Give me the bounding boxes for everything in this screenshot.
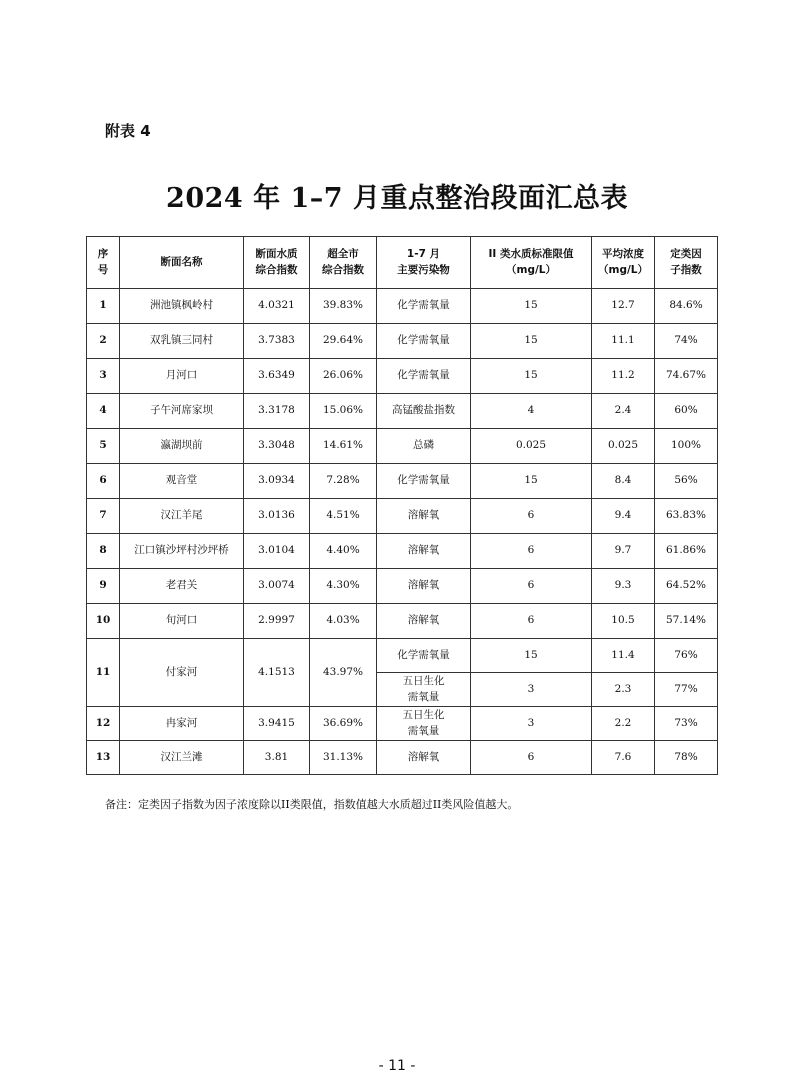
cell-seq: 7 xyxy=(87,499,120,534)
cell-factor: 77% xyxy=(655,673,718,707)
cell-seq: 3 xyxy=(87,359,120,394)
cell-avg: 11.1 xyxy=(592,324,655,359)
cell-seq: 13 xyxy=(87,741,120,775)
table-row xyxy=(87,499,718,534)
table-row xyxy=(87,534,718,569)
cell-name: 老君关 xyxy=(120,569,244,604)
cell-exceed: 31.13% xyxy=(310,741,377,775)
cell-name: 双乳镇三同村 xyxy=(120,324,244,359)
cell-factor: 60% xyxy=(655,394,718,429)
cell-limit: 15 xyxy=(471,359,592,394)
cell-index: 3.0104 xyxy=(244,534,310,569)
cell-pollutant: 溶解氧 xyxy=(377,741,471,775)
cell-limit: 3 xyxy=(471,673,592,707)
cell-avg: 8.4 xyxy=(592,464,655,499)
cell-exceed: 43.97% xyxy=(310,639,377,707)
cell-seq: 6 xyxy=(87,464,120,499)
table-row xyxy=(87,464,718,499)
header-factor-index: 定类因 子指数 xyxy=(655,237,718,289)
cell-factor: 84.6% xyxy=(655,289,718,324)
table-row xyxy=(87,429,718,464)
cell-limit: 15 xyxy=(471,639,592,673)
cell-exceed: 15.06% xyxy=(310,394,377,429)
cell-pollutant: 溶解氧 xyxy=(377,499,471,534)
cell-exceed: 7.28% xyxy=(310,464,377,499)
cell-seq: 10 xyxy=(87,604,120,639)
cell-avg: 9.3 xyxy=(592,569,655,604)
cell-index: 3.0934 xyxy=(244,464,310,499)
cell-pollutant: 溶解氧 xyxy=(377,569,471,604)
cell-limit: 6 xyxy=(471,741,592,775)
cell-pollutant: 溶解氧 xyxy=(377,604,471,639)
cell-seq: 9 xyxy=(87,569,120,604)
cell-exceed: 4.30% xyxy=(310,569,377,604)
cell-exceed: 29.64% xyxy=(310,324,377,359)
cell-name: 月河口 xyxy=(120,359,244,394)
cell-pollutant: 高锰酸盐指数 xyxy=(377,394,471,429)
cell-factor: 56% xyxy=(655,464,718,499)
table-row xyxy=(87,324,718,359)
cell-index: 3.3178 xyxy=(244,394,310,429)
cell-name: 汉江兰滩 xyxy=(120,741,244,775)
cell-name: 冉家河 xyxy=(120,707,244,741)
cell-avg: 2.2 xyxy=(592,707,655,741)
cell-index: 2.9997 xyxy=(244,604,310,639)
table-row xyxy=(87,604,718,639)
table-row xyxy=(87,359,718,394)
cell-limit: 15 xyxy=(471,289,592,324)
cell-limit: 4 xyxy=(471,394,592,429)
header-standard-limit: II 类水质标准限值 （mg/L） xyxy=(471,237,592,289)
cell-avg: 2.3 xyxy=(592,673,655,707)
cell-index: 3.81 xyxy=(244,741,310,775)
cell-exceed: 36.69% xyxy=(310,707,377,741)
cell-seq: 8 xyxy=(87,534,120,569)
header-exceed-city: 超全市 综合指数 xyxy=(310,237,377,289)
annex-label: 附表 4 xyxy=(105,122,151,140)
cell-exceed: 26.06% xyxy=(310,359,377,394)
cell-limit: 6 xyxy=(471,569,592,604)
cell-pollutant: 化学需氧量 xyxy=(377,639,471,673)
cell-name: 子午河席家坝 xyxy=(120,394,244,429)
cell-index: 3.0074 xyxy=(244,569,310,604)
table-row xyxy=(87,569,718,604)
cell-limit: 6 xyxy=(471,534,592,569)
summary-table xyxy=(86,236,718,775)
table-row xyxy=(87,741,718,775)
cell-index: 3.6349 xyxy=(244,359,310,394)
cell-name: 汉江羊尾 xyxy=(120,499,244,534)
cell-limit: 0.025 xyxy=(471,429,592,464)
cell-pollutant: 化学需氧量 xyxy=(377,359,471,394)
cell-factor: 73% xyxy=(655,707,718,741)
header-quality-index: 断面水质 综合指数 xyxy=(244,237,310,289)
cell-seq: 4 xyxy=(87,394,120,429)
cell-factor: 57.14% xyxy=(655,604,718,639)
cell-exceed: 4.03% xyxy=(310,604,377,639)
cell-limit: 15 xyxy=(471,324,592,359)
cell-factor: 61.86% xyxy=(655,534,718,569)
cell-pollutant: 总磷 xyxy=(377,429,471,464)
cell-name: 瀛湖坝前 xyxy=(120,429,244,464)
header-seq: 序 号 xyxy=(87,237,120,289)
cell-pollutant: 五日生化 需氧量 xyxy=(377,707,471,741)
table-note: 备注：定类因子指数为因子浓度除以II类限值，指数值越大水质超过II类风险值越大。 xyxy=(105,798,519,811)
cell-exceed: 4.51% xyxy=(310,499,377,534)
cell-limit: 3 xyxy=(471,707,592,741)
cell-limit: 6 xyxy=(471,499,592,534)
cell-avg: 2.4 xyxy=(592,394,655,429)
page-number: - 11 - xyxy=(378,1058,416,1074)
cell-exceed: 14.61% xyxy=(310,429,377,464)
cell-seq: 2 xyxy=(87,324,120,359)
cell-avg: 9.4 xyxy=(592,499,655,534)
cell-seq: 11 xyxy=(87,639,120,707)
cell-name: 旬河口 xyxy=(120,604,244,639)
cell-name: 洲池镇枫岭村 xyxy=(120,289,244,324)
table-row xyxy=(87,707,718,741)
table-row xyxy=(87,394,718,429)
cell-avg: 9.7 xyxy=(592,534,655,569)
cell-seq: 5 xyxy=(87,429,120,464)
cell-pollutant: 化学需氧量 xyxy=(377,464,471,499)
cell-index: 3.7383 xyxy=(244,324,310,359)
cell-exceed: 4.40% xyxy=(310,534,377,569)
cell-factor: 74% xyxy=(655,324,718,359)
cell-limit: 15 xyxy=(471,464,592,499)
cell-index: 3.0136 xyxy=(244,499,310,534)
cell-limit: 6 xyxy=(471,604,592,639)
cell-name: 观音堂 xyxy=(120,464,244,499)
cell-avg: 11.2 xyxy=(592,359,655,394)
header-main-pollutant: 1-7 月 主要污染物 xyxy=(377,237,471,289)
header-section-name: 断面名称 xyxy=(120,237,244,289)
header-row xyxy=(87,237,718,289)
cell-factor: 64.52% xyxy=(655,569,718,604)
cell-exceed: 39.83% xyxy=(310,289,377,324)
cell-factor: 63.83% xyxy=(655,499,718,534)
header-avg-concentration: 平均浓度 （mg/L） xyxy=(592,237,655,289)
cell-index: 4.1513 xyxy=(244,639,310,707)
cell-avg: 7.6 xyxy=(592,741,655,775)
cell-pollutant: 化学需氧量 xyxy=(377,289,471,324)
cell-factor: 78% xyxy=(655,741,718,775)
cell-index: 4.0321 xyxy=(244,289,310,324)
table-row xyxy=(87,639,718,673)
cell-avg: 10.5 xyxy=(592,604,655,639)
cell-index: 3.9415 xyxy=(244,707,310,741)
cell-avg: 11.4 xyxy=(592,639,655,673)
document-title: 2024 年 1–7 月重点整治段面汇总表 xyxy=(166,183,628,214)
cell-name: 江口镇沙坪村沙坪桥 xyxy=(120,534,244,569)
cell-pollutant: 溶解氧 xyxy=(377,534,471,569)
cell-seq: 1 xyxy=(87,289,120,324)
table-row xyxy=(87,289,718,324)
cell-avg: 12.7 xyxy=(592,289,655,324)
cell-index: 3.3048 xyxy=(244,429,310,464)
cell-factor: 100% xyxy=(655,429,718,464)
cell-avg: 0.025 xyxy=(592,429,655,464)
cell-seq: 12 xyxy=(87,707,120,741)
cell-factor: 76% xyxy=(655,639,718,673)
cell-pollutant: 五日生化 需氧量 xyxy=(377,673,471,707)
cell-pollutant: 化学需氧量 xyxy=(377,324,471,359)
cell-name: 付家河 xyxy=(120,639,244,707)
cell-factor: 74.67% xyxy=(655,359,718,394)
